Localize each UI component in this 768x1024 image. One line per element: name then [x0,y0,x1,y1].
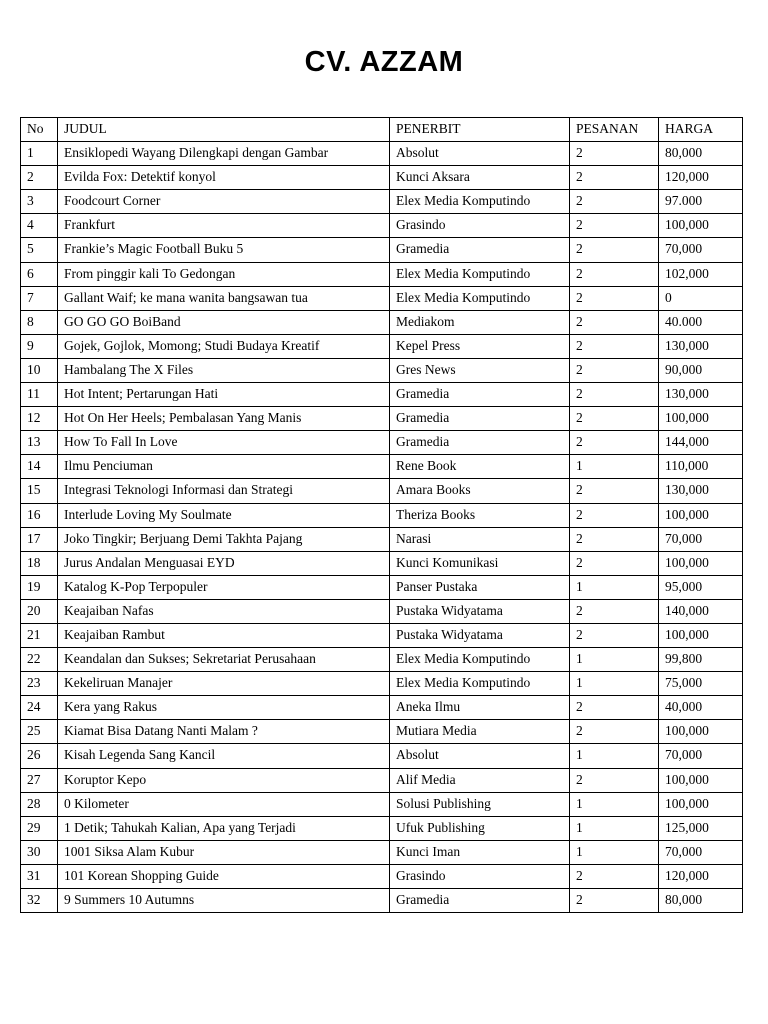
cell-penerbit: Gramedia [390,383,570,407]
cell-pesanan: 1 [570,744,659,768]
cell-pesanan: 2 [570,310,659,334]
cell-penerbit: Grasindo [390,864,570,888]
page-title: CV. AZZAM [304,46,464,78]
cell-penerbit: Gramedia [390,238,570,262]
cell-judul: Evilda Fox: Detektif konyol [58,166,390,190]
cell-judul: 9 Summers 10 Autumns [58,889,390,913]
table-row [21,431,743,455]
cell-judul: From pinggir kali To Gedongan [58,262,390,286]
cell-penerbit: Rene Book [390,455,570,479]
cell-no: 7 [21,286,58,310]
cell-pesanan: 2 [570,383,659,407]
cell-pesanan: 2 [570,768,659,792]
cell-penerbit: Kepel Press [390,334,570,358]
cell-judul: Gallant Waif; ke mana wanita bangsawan tua [58,286,390,310]
table-row [21,166,743,190]
cell-no: 27 [21,768,58,792]
cell-penerbit: Aneka Ilmu [390,696,570,720]
table-row [21,527,743,551]
cell-no: 12 [21,407,58,431]
cell-judul: 1 Detik; Tahukah Kalian, Apa yang Terjadi [58,816,390,840]
table-row [21,238,743,262]
cell-no: 17 [21,527,58,551]
cell-judul: 1001 Siksa Alam Kubur [58,840,390,864]
cell-pesanan: 2 [570,358,659,382]
cell-no: 2 [21,166,58,190]
cell-pesanan: 1 [570,575,659,599]
cell-harga: 0 [659,286,743,310]
cell-pesanan: 1 [570,455,659,479]
cell-pesanan: 2 [570,214,659,238]
table-row [21,744,743,768]
cell-harga: 130,000 [659,383,743,407]
cell-penerbit: Amara Books [390,479,570,503]
cell-penerbit: Gramedia [390,889,570,913]
table-row [21,720,743,744]
cell-penerbit: Theriza Books [390,503,570,527]
table-header-row [21,118,743,142]
cell-harga: 80,000 [659,142,743,166]
cell-harga: 100,000 [659,720,743,744]
cell-harga: 120,000 [659,864,743,888]
cell-harga: 125,000 [659,816,743,840]
cell-no: 16 [21,503,58,527]
cell-penerbit: Elex Media Komputindo [390,672,570,696]
cell-pesanan: 2 [570,720,659,744]
cell-no: 4 [21,214,58,238]
cell-harga: 130,000 [659,334,743,358]
cell-penerbit: Gres News [390,358,570,382]
cell-penerbit: Kunci Aksara [390,166,570,190]
table-row [21,864,743,888]
cell-harga: 95,000 [659,575,743,599]
cell-penerbit: Absolut [390,142,570,166]
table-row [21,768,743,792]
cell-penerbit: Pustaka Widyatama [390,623,570,647]
cell-no: 32 [21,889,58,913]
cell-harga: 110,000 [659,455,743,479]
cell-pesanan: 2 [570,262,659,286]
cell-no: 28 [21,792,58,816]
cell-pesanan: 1 [570,672,659,696]
cell-no: 24 [21,696,58,720]
cell-pesanan: 1 [570,792,659,816]
cell-judul: Frankfurt [58,214,390,238]
cell-no: 1 [21,142,58,166]
cell-no: 9 [21,334,58,358]
cell-judul: Integrasi Teknologi Informasi dan Strategi [58,479,390,503]
cell-pesanan: 2 [570,479,659,503]
cell-pesanan: 2 [570,696,659,720]
cell-penerbit: Pustaka Widyatama [390,599,570,623]
table-row [21,623,743,647]
cell-no: 30 [21,840,58,864]
cell-harga: 70,000 [659,840,743,864]
table-row [21,648,743,672]
cell-penerbit: Kunci Komunikasi [390,551,570,575]
table-row [21,672,743,696]
cell-penerbit: Absolut [390,744,570,768]
cell-pesanan: 2 [570,551,659,575]
cell-pesanan: 1 [570,840,659,864]
cell-judul: 0 Kilometer [58,792,390,816]
table-row [21,816,743,840]
cell-no: 20 [21,599,58,623]
cell-penerbit: Elex Media Komputindo [390,286,570,310]
cell-harga: 70,000 [659,744,743,768]
table-row [21,383,743,407]
cell-judul: Frankie’s Magic Football Buku 5 [58,238,390,262]
table-row [21,407,743,431]
cell-judul: Ilmu Penciuman [58,455,390,479]
cell-judul: Hambalang The X Files [58,358,390,382]
table-row [21,190,743,214]
cell-penerbit: Elex Media Komputindo [390,648,570,672]
table-row [21,358,743,382]
cell-harga: 144,000 [659,431,743,455]
cell-judul: Keandalan dan Sukses; Sekretariat Perusahaan [58,648,390,672]
cell-judul: Kera yang Rakus [58,696,390,720]
cell-no: 31 [21,864,58,888]
cell-harga: 75,000 [659,672,743,696]
cell-judul: GO GO GO BoiBand [58,310,390,334]
cell-harga: 80,000 [659,889,743,913]
cell-judul: Gojek, Gojlok, Momong; Studi Budaya Kreatif [58,334,390,358]
cell-pesanan: 2 [570,431,659,455]
cell-pesanan: 1 [570,816,659,840]
cell-judul: Kiamat Bisa Datang Nanti Malam ? [58,720,390,744]
cell-harga: 40.000 [659,310,743,334]
cell-no: 23 [21,672,58,696]
cell-harga: 100,000 [659,768,743,792]
header-judul: JUDUL [58,118,390,142]
cell-harga: 120,000 [659,166,743,190]
table-row [21,286,743,310]
cell-harga: 40,000 [659,696,743,720]
cell-no: 15 [21,479,58,503]
cell-pesanan: 2 [570,864,659,888]
cell-pesanan: 2 [570,334,659,358]
cell-judul: Interlude Loving My Soulmate [58,503,390,527]
cell-judul: Keajaiban Rambut [58,623,390,647]
cell-judul: Foodcourt Corner [58,190,390,214]
cell-pesanan: 2 [570,527,659,551]
cell-no: 29 [21,816,58,840]
cell-no: 21 [21,623,58,647]
cell-pesanan: 2 [570,238,659,262]
table-row [21,792,743,816]
table-row [21,142,743,166]
cell-harga: 102,000 [659,262,743,286]
cell-harga: 130,000 [659,479,743,503]
cell-no: 3 [21,190,58,214]
cell-penerbit: Elex Media Komputindo [390,190,570,214]
cell-judul: How To Fall In Love [58,431,390,455]
cell-no: 6 [21,262,58,286]
cell-harga: 90,000 [659,358,743,382]
cell-no: 22 [21,648,58,672]
cell-pesanan: 2 [570,623,659,647]
cell-no: 19 [21,575,58,599]
cell-judul: Katalog K-Pop Terpopuler [58,575,390,599]
books-table [20,117,743,913]
table-row [21,889,743,913]
table-row [21,334,743,358]
cell-pesanan: 2 [570,407,659,431]
cell-no: 14 [21,455,58,479]
cell-judul: 101 Korean Shopping Guide [58,864,390,888]
cell-pesanan: 2 [570,142,659,166]
table-row [21,479,743,503]
cell-judul: Hot On Her Heels; Pembalasan Yang Manis [58,407,390,431]
cell-harga: 100,000 [659,551,743,575]
cell-pesanan: 2 [570,599,659,623]
cell-no: 11 [21,383,58,407]
table-row [21,599,743,623]
table-row [21,696,743,720]
table-row [21,214,743,238]
cell-judul: Kisah Legenda Sang Kancil [58,744,390,768]
cell-penerbit: Ufuk Publishing [390,816,570,840]
table-row [21,575,743,599]
cell-harga: 100,000 [659,407,743,431]
cell-pesanan: 1 [570,648,659,672]
table-row [21,310,743,334]
table-row [21,455,743,479]
header-pesanan: PESANAN [570,118,659,142]
cell-judul: Jurus Andalan Menguasai EYD [58,551,390,575]
cell-harga: 99,800 [659,648,743,672]
cell-penerbit: Gramedia [390,407,570,431]
cell-penerbit: Narasi [390,527,570,551]
cell-judul: Koruptor Kepo [58,768,390,792]
cell-penerbit: Panser Pustaka [390,575,570,599]
cell-penerbit: Gramedia [390,431,570,455]
table-row [21,262,743,286]
cell-no: 5 [21,238,58,262]
cell-harga: 70,000 [659,527,743,551]
cell-no: 13 [21,431,58,455]
cell-penerbit: Grasindo [390,214,570,238]
cell-judul: Joko Tingkir; Berjuang Demi Takhta Pajang [58,527,390,551]
cell-penerbit: Kunci Iman [390,840,570,864]
table-body [21,142,743,913]
cell-harga: 97.000 [659,190,743,214]
table-row [21,840,743,864]
cell-penerbit: Alif Media [390,768,570,792]
cell-penerbit: Mutiara Media [390,720,570,744]
cell-judul: Ensiklopedi Wayang Dilengkapi dengan Gambar [58,142,390,166]
cell-no: 18 [21,551,58,575]
cell-no: 26 [21,744,58,768]
cell-pesanan: 2 [570,889,659,913]
cell-harga: 140,000 [659,599,743,623]
cell-no: 8 [21,310,58,334]
cell-pesanan: 2 [570,166,659,190]
cell-pesanan: 2 [570,286,659,310]
cell-penerbit: Mediakom [390,310,570,334]
cell-harga: 100,000 [659,214,743,238]
cell-judul: Kekeliruan Manajer [58,672,390,696]
cell-no: 10 [21,358,58,382]
cell-harga: 100,000 [659,503,743,527]
cell-pesanan: 2 [570,190,659,214]
cell-pesanan: 2 [570,503,659,527]
table-row [21,551,743,575]
table-row [21,503,743,527]
header-no: No [21,118,58,142]
cell-judul: Hot Intent; Pertarungan Hati [58,383,390,407]
header-penerbit: PENERBIT [390,118,570,142]
cell-no: 25 [21,720,58,744]
cell-judul: Keajaiban Nafas [58,599,390,623]
header-harga: HARGA [659,118,743,142]
cell-harga: 100,000 [659,792,743,816]
cell-penerbit: Elex Media Komputindo [390,262,570,286]
cell-harga: 70,000 [659,238,743,262]
cell-harga: 100,000 [659,623,743,647]
cell-penerbit: Solusi Publishing [390,792,570,816]
